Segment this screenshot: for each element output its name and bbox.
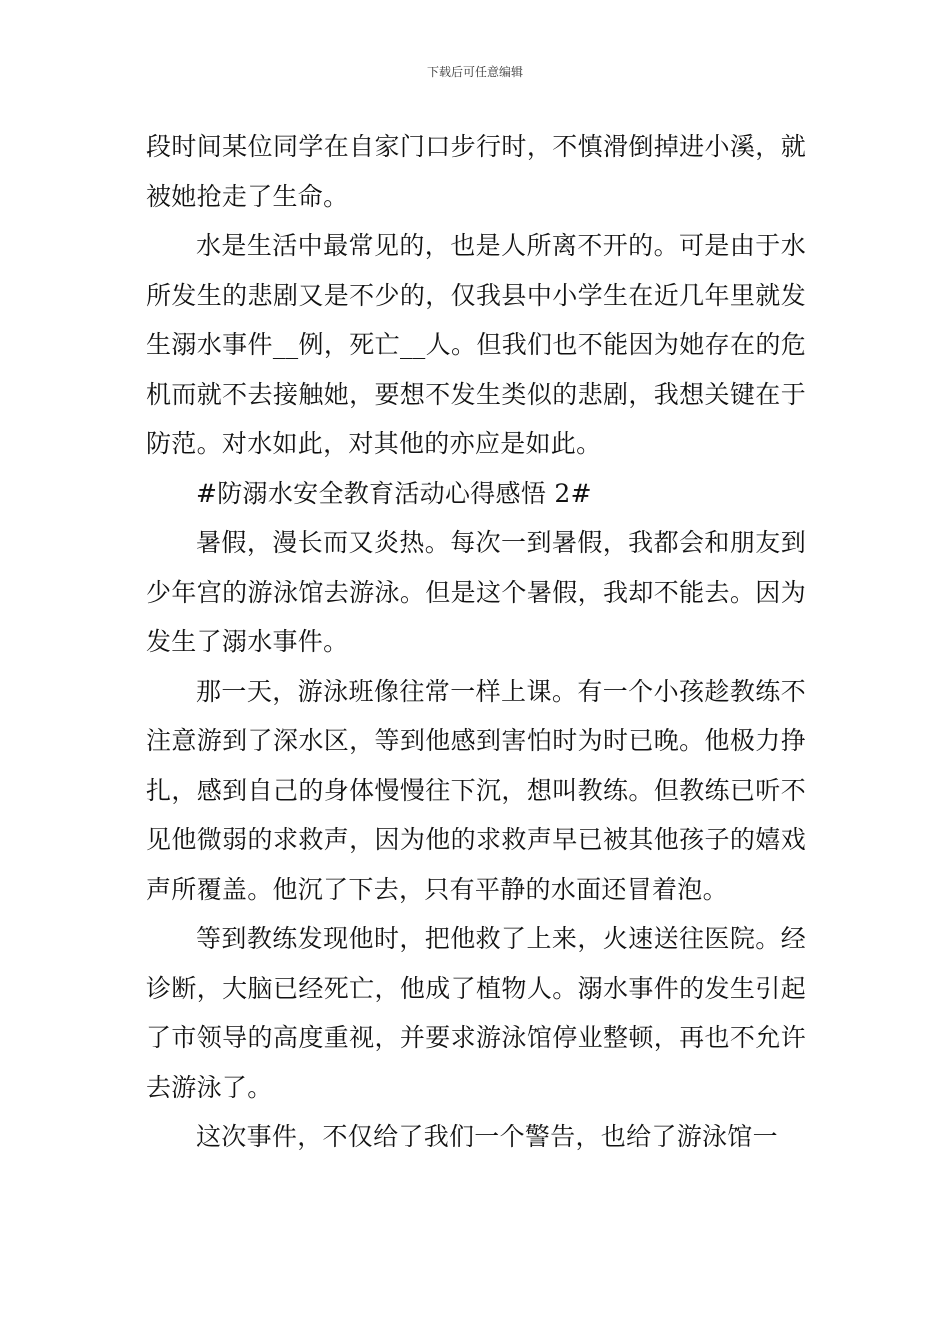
paragraph-1: 段时间某位同学在自家门口步行时，不慎滑倒掉进小溪，就被她抢走了生命。: [146, 132, 806, 211]
paragraph-6: 这次事件，不仅给了我们一个警告，也给了游泳馆一: [196, 1122, 778, 1151]
paragraph-5: 等到教练发现他时，把他救了上来，火速送往医院。经诊断，大脑已经死亡，他成了植物人。溺水事件的发生引起了市领导的高度重视，并要求游泳馆停业整顿，再也不允许去游泳了。: [146, 924, 806, 1102]
page-header: 下载后可任意编辑: [426, 65, 523, 79]
paragraph-3: 暑假，漫长而又炎热。每次一到暑假，我都会和朋友到少年宫的游泳馆去游泳。但是这个暑假，我却不能去。因为发生了溺水事件。: [146, 528, 806, 656]
document-body: [146, 122, 806, 1162]
section-heading: #防溺水安全教育活动心得感悟 2#: [196, 478, 592, 508]
paragraph-4: 那一天，游泳班像往常一样上课。有一个小孩趁教练不注意游到了深水区，等到他感到害怕时为时已晚。他极力挣扎，感到自己的身体慢慢往下沉，想叫教练。但教练已听不见他微弱的求救声，因为他的求救声早已被其他孩子的嬉戏声所覆盖。他沉了下去，只有平静的水面还冒着泡。: [146, 676, 806, 904]
paragraph-2: 水是生活中最常见的，也是人所离不开的。可是由于水所发生的悲剧又是不少的，仅我县中小学生在近几年里就发生溺水事件__例，死亡__人。但我们也不能因为她存在的危机而就不去接触她，要想不发生类似的悲剧，我想关键在于防范。对水如此，对其他的亦应是如此。: [146, 231, 806, 458]
